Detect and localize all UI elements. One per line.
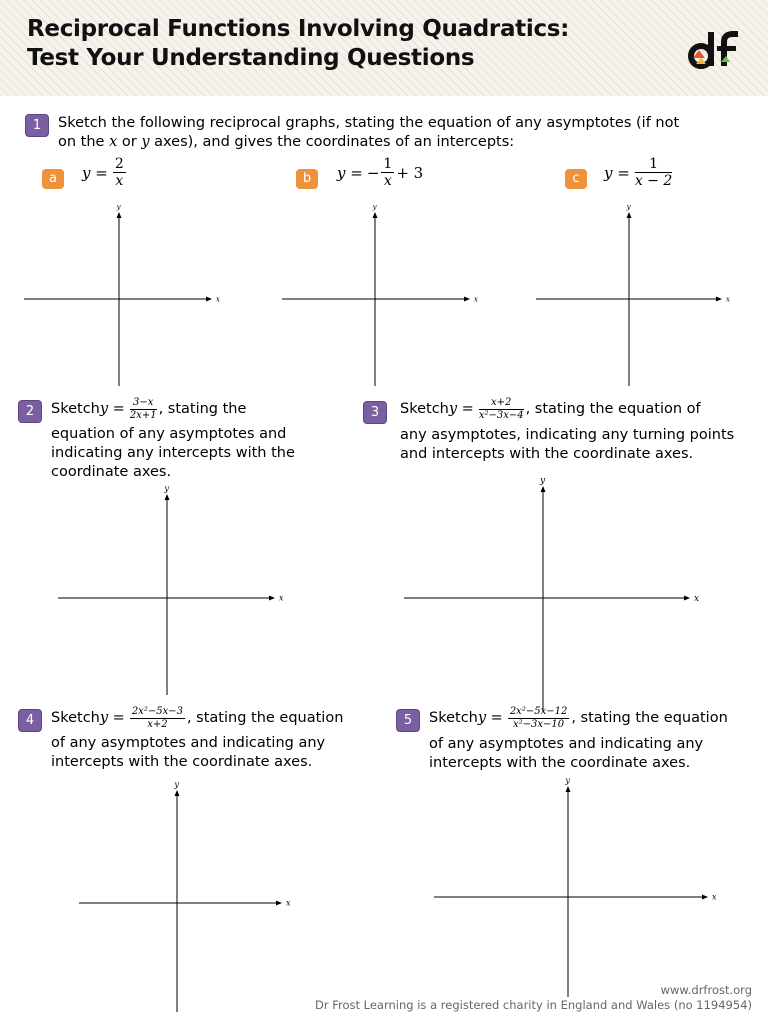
x-axis-label: x bbox=[694, 594, 700, 604]
question-3-text-line-3: and intercepts with the coordinate axes. bbox=[400, 446, 694, 462]
question-2-text-line-2: equation of any asymptotes and bbox=[51, 426, 287, 442]
question-3-text-line-1: Sketch y = $\frac{x+2}{\text{x²−3x−4}}$ , stating the equation of bbox=[400, 397, 701, 421]
part-c-badge: c bbox=[565, 169, 587, 189]
question-2-text-line-4: coordinate axes. bbox=[51, 464, 172, 480]
question-1-badge: 1 bbox=[25, 114, 49, 137]
question-3-badge: 3 bbox=[363, 401, 387, 424]
question-5-text-line-3: intercepts with the coordinate axes. bbox=[429, 755, 691, 771]
footer-url: www.drfrost.org bbox=[660, 983, 752, 997]
x-axis-label: x bbox=[474, 295, 478, 304]
question-2-text-line-1: Sketch y = $\frac{3-x}{2x+1}$ , stating the bbox=[51, 397, 247, 421]
y-axis-label: y bbox=[372, 203, 377, 211]
x-axis-arrow bbox=[702, 895, 708, 900]
question-5-text-line-2: of any asymptotes and indicating any bbox=[429, 736, 704, 752]
x-axis-label: x bbox=[286, 898, 291, 908]
y-axis-arrow bbox=[566, 786, 571, 792]
x-axis-label: x bbox=[216, 295, 220, 304]
y-axis-label: y bbox=[565, 776, 570, 785]
page-title-line-2: Test Your Understanding Questions bbox=[27, 45, 475, 71]
y-axis-label: y bbox=[164, 484, 169, 493]
y-axis-label: y bbox=[540, 476, 546, 486]
part-a-equation: y = $\frac{2}{x}$ bbox=[82, 156, 124, 189]
x-axis-label: x bbox=[726, 295, 730, 304]
part-a-badge: a bbox=[42, 169, 64, 189]
question-3-text-line-2: any asymptotes, indicating any turning points bbox=[400, 427, 735, 443]
y-axis-label: y bbox=[174, 780, 179, 789]
question-2-badge: 2 bbox=[18, 400, 42, 423]
question-4-text-line-2: of any asymptotes and indicating any bbox=[51, 735, 326, 751]
part-b-badge: b bbox=[296, 169, 318, 189]
part-b-equation: y = − $\frac{1}{x}$ + 3 bbox=[337, 156, 424, 189]
footer-charity-notice: Dr Frost Learning is a registered charity in England and Wales (no 1194954) bbox=[314, 998, 752, 1012]
y-axis-label: y bbox=[626, 203, 631, 211]
x-axis-label: x bbox=[279, 593, 284, 603]
x-axis-label: x bbox=[712, 892, 717, 902]
part-c-equation: y = $\frac{1}{x - 2}$ bbox=[604, 156, 673, 189]
page-title-line-1: Reciprocal Functions Involving Quadratics: bbox=[27, 16, 570, 42]
question-4-text-line-3: intercepts with the coordinate axes. bbox=[51, 754, 313, 770]
question-1-text-line-2: on the x or y axes), and gives the coordinates of an intercepts: bbox=[58, 134, 515, 150]
question-2-text-line-3: indicating any intercepts with the bbox=[51, 445, 295, 461]
question-1-text-line-1: Sketch the following reciprocal graphs, stating the equation of any asymptotes (if not bbox=[58, 115, 680, 131]
question-5-text-line-1: Sketch y = $\frac{\text{2x²−5x−12}}{\text{x²−3x−10}}$ , stating the equation bbox=[429, 706, 728, 730]
y-axis-label: y bbox=[116, 203, 121, 211]
question-5-badge: 5 bbox=[396, 709, 420, 732]
question-4-badge: 4 bbox=[18, 709, 42, 732]
question-4-text-line-1: Sketch y = $\frac{\text{2x²−5x−3}}{x+2}$ , stating the equation bbox=[51, 706, 344, 730]
